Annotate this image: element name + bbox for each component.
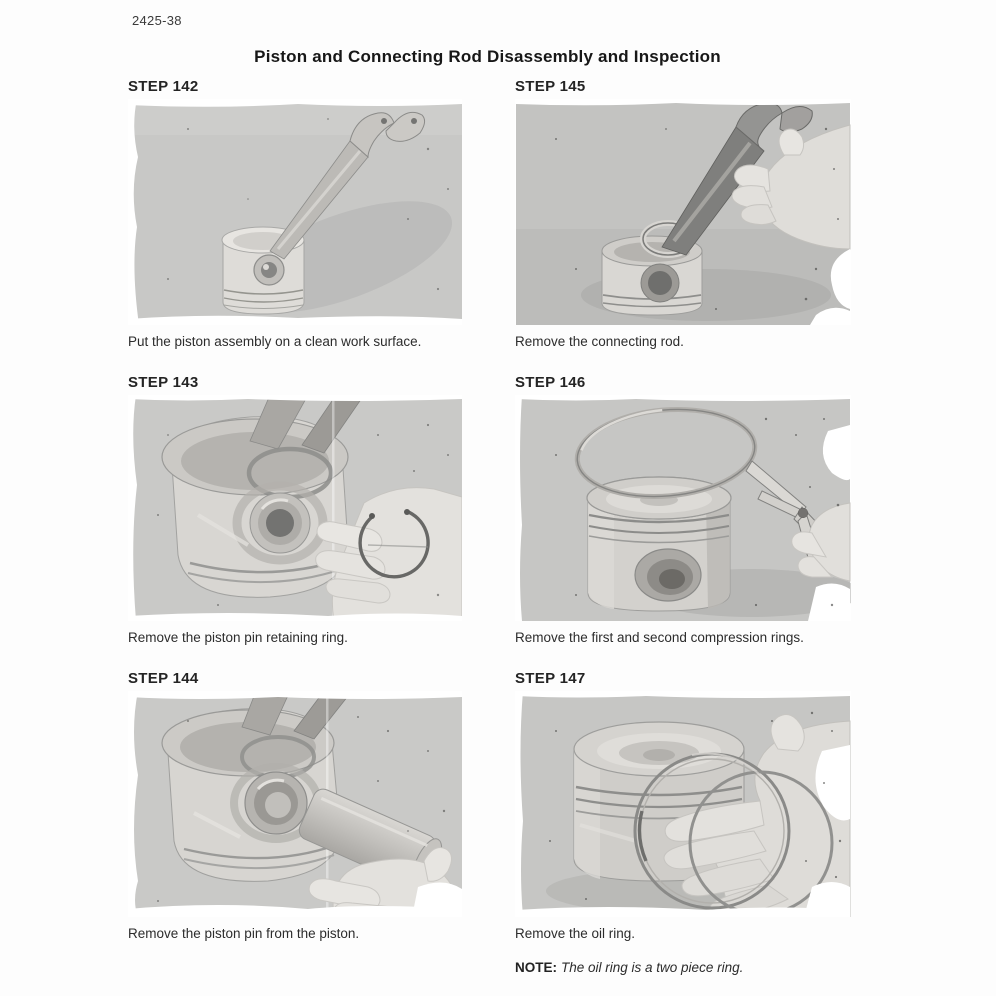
step-146-label: STEP 146 [515,373,586,391]
step-142-label: STEP 142 [128,78,199,95]
step-142-section [128,78,462,351]
step-147-note [515,960,851,975]
step-142-photo [128,99,462,325]
step-143-section [128,374,462,647]
piston [162,691,352,881]
step-144-photo [128,691,462,917]
steps-grid [128,78,851,996]
piston-pin-removal-photo-illustration [128,691,462,917]
page-number: 2425-38 [132,13,182,28]
step-144-caption: Remove the piston pin from the piston. [128,925,360,941]
compression-ring-removal-photo-illustration [515,395,851,621]
page-title: Piston and Connecting Rod Disassembly and Inspection [254,47,721,66]
step-143-label: STEP 143 [128,373,199,391]
step-147-caption: Remove the oil ring. [515,925,636,941]
note-text: The oil ring is a two piece ring. [561,959,744,975]
step-147-label: STEP 147 [515,669,586,687]
step-145-photo [515,99,851,325]
step-146-caption: Remove the first and second compression rings. [515,629,804,645]
oil-ring-photo-illustration [515,691,851,917]
step-147-photo [515,691,851,917]
step-145-label: STEP 145 [515,78,586,95]
step-144-section [128,670,462,975]
step-143-photo [128,395,462,621]
retaining-ring-photo-illustration [128,395,462,621]
piston-assembly-photo-illustration [128,99,462,325]
step-145-section [515,78,851,351]
step-147-section [515,670,851,975]
step-146-photo [515,395,851,621]
note-label: NOTE: [515,959,557,975]
rod-removal-photo-illustration [515,99,851,325]
step-144-label: STEP 144 [128,669,199,687]
step-143-caption: Remove the piston pin retaining ring. [128,629,348,645]
step-146-section [515,374,851,647]
step-145-caption: Remove the connecting rod. [515,334,684,349]
step-142-caption: Put the piston assembly on a clean work surface. [128,334,422,349]
